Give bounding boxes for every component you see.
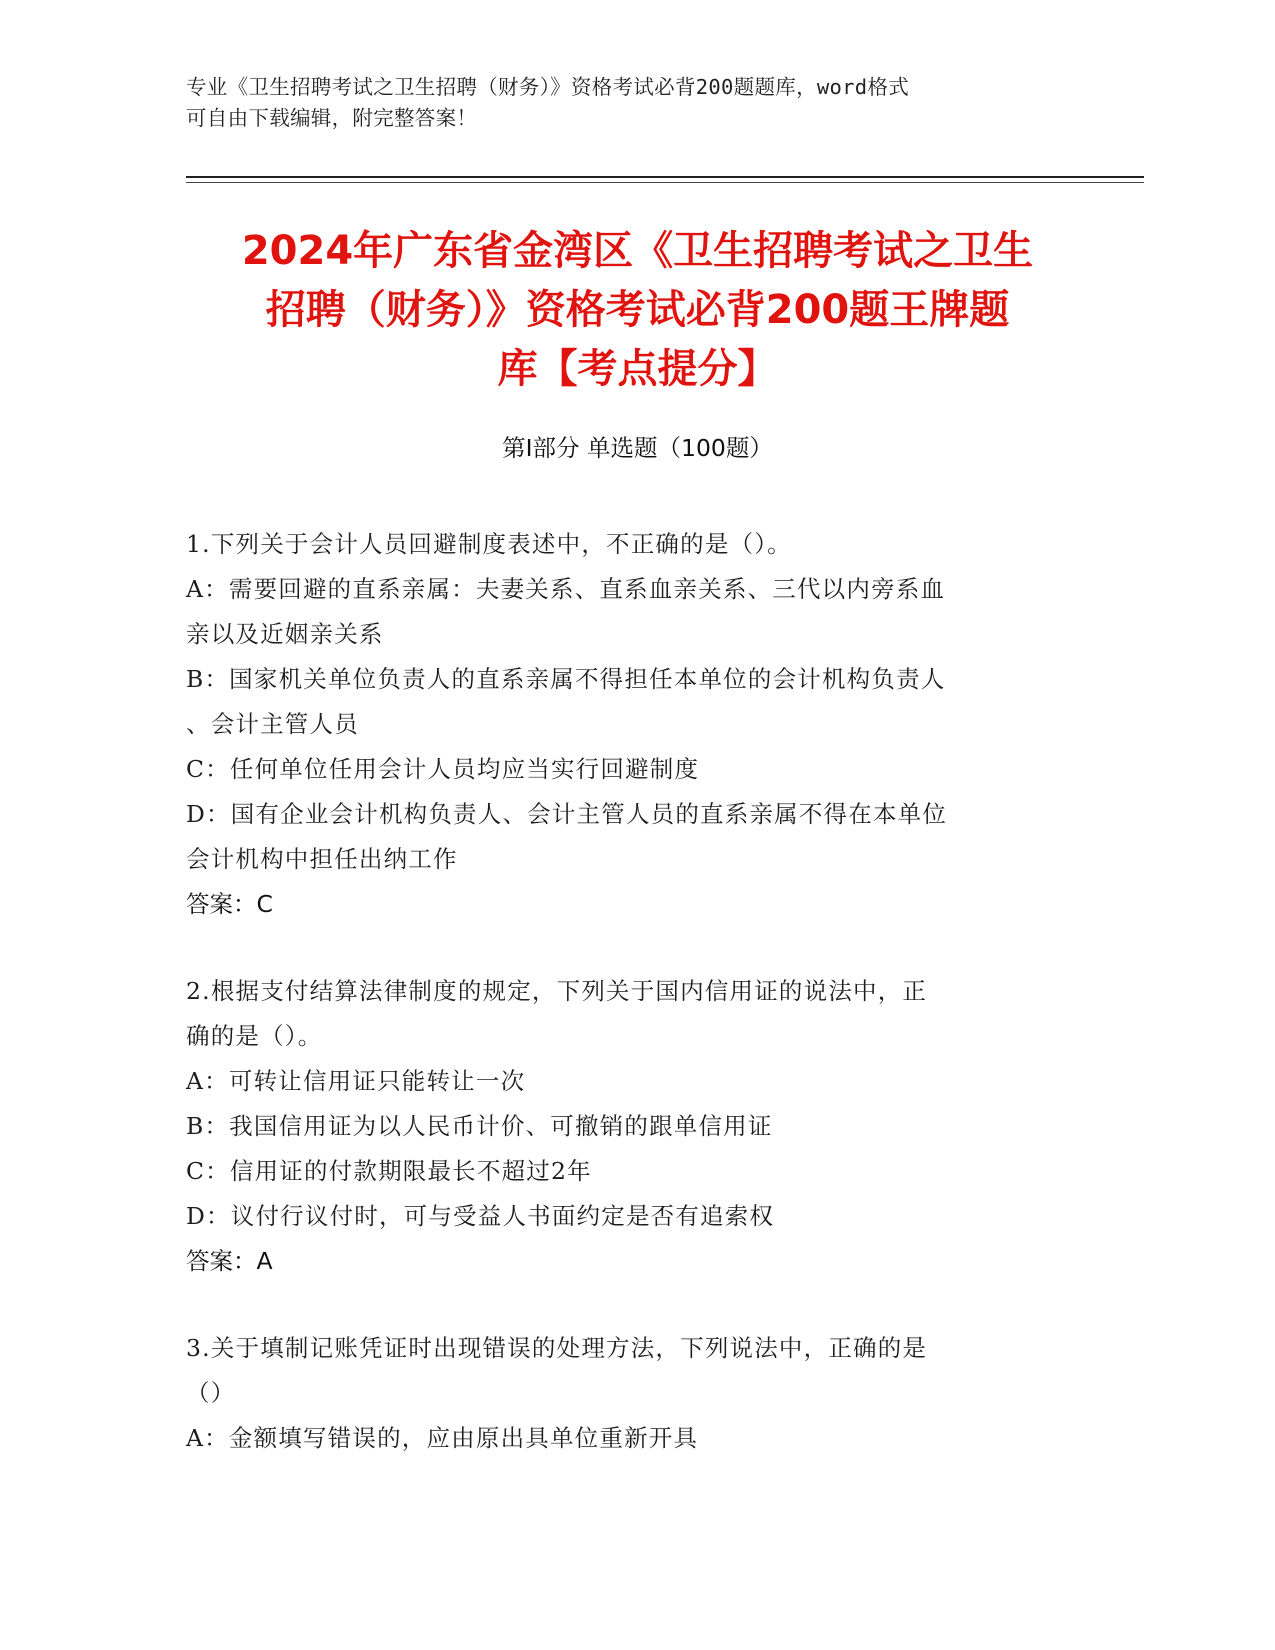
question-3-option-a: A：金额填写错误的，应由原出具单位重新开具 (186, 1424, 699, 1452)
question-list (186, 522, 1086, 1461)
document-title (160, 222, 1115, 399)
question-2-stem: 2.根据支付结算法律制度的规定，下列关于国内信用证的说法中，正 (186, 977, 928, 1005)
question-1-option-a-cont: 亲以及近姻亲关系 (186, 620, 384, 648)
question-1-option-c: C：任何单位任用会计人员均应当实行回避制度 (186, 755, 700, 783)
question-1-option-d: D：国有企业会计机构负责人、会计主管人员的直系亲属不得在本单位 (186, 800, 948, 828)
question-1-option-a: A：需要回避的直系亲属：夫妻关系、直系血亲关系、三代以内旁系血 (186, 575, 946, 603)
question-2-stem-cont: 确的是（）。 (186, 1022, 323, 1050)
question-3 (186, 1326, 1086, 1461)
question-2-option-c: C：信用证的付款期限最长不超过2年 (186, 1157, 592, 1185)
question-2-option-d: D：议付行议付时，可与受益人书面约定是否有追索权 (186, 1202, 775, 1230)
spacer (186, 1284, 1086, 1326)
spacer (186, 927, 1086, 969)
question-1-stem: 1.下列关于会计人员回避制度表述中，不正确的是（）。 (186, 530, 792, 558)
question-3-stem: 3.关于填制记账凭证时出现错误的处理方法，下列说法中，正确的是 (186, 1334, 928, 1362)
header-note-line-2: 可自由下载编辑，附完整答案！ (186, 106, 478, 130)
title-line-1: 2024年广东省金湾区《卫生招聘考试之卫生 (241, 228, 1034, 274)
question-2-option-a: A：可转让信用证只能转让一次 (186, 1067, 526, 1095)
question-2-option-b: B：我国信用证为以人民币计价、可撤销的跟单信用证 (186, 1112, 773, 1140)
question-1-option-b-cont: 、会计主管人员 (186, 710, 359, 738)
question-1 (186, 522, 1086, 927)
title-line-3: 库【考点提分】 (497, 346, 778, 392)
header-note-line-1: 专业《卫生招聘考试之卫生招聘（财务）》资格考试必背200题题库，word格式 (186, 75, 910, 99)
question-2-answer: 答案：A (186, 1247, 273, 1275)
section-title: 第Ⅰ部分 单选题（100题） (502, 434, 773, 462)
question-1-option-d-cont: 会计机构中担任出纳工作 (186, 845, 458, 873)
question-2 (186, 969, 1086, 1284)
header-divider-thin (186, 182, 1144, 183)
question-1-answer: 答案：C (186, 890, 273, 918)
title-line-2: 招聘（财务）》资格考试必背200题王牌题 (265, 287, 1010, 333)
header-note (186, 72, 1066, 134)
question-1-option-b: B：国家机关单位负责人的直系亲属不得担任本单位的会计机构负责人 (186, 665, 946, 693)
header-divider-thick (186, 176, 1144, 178)
question-3-stem-cont: （） (186, 1379, 236, 1407)
